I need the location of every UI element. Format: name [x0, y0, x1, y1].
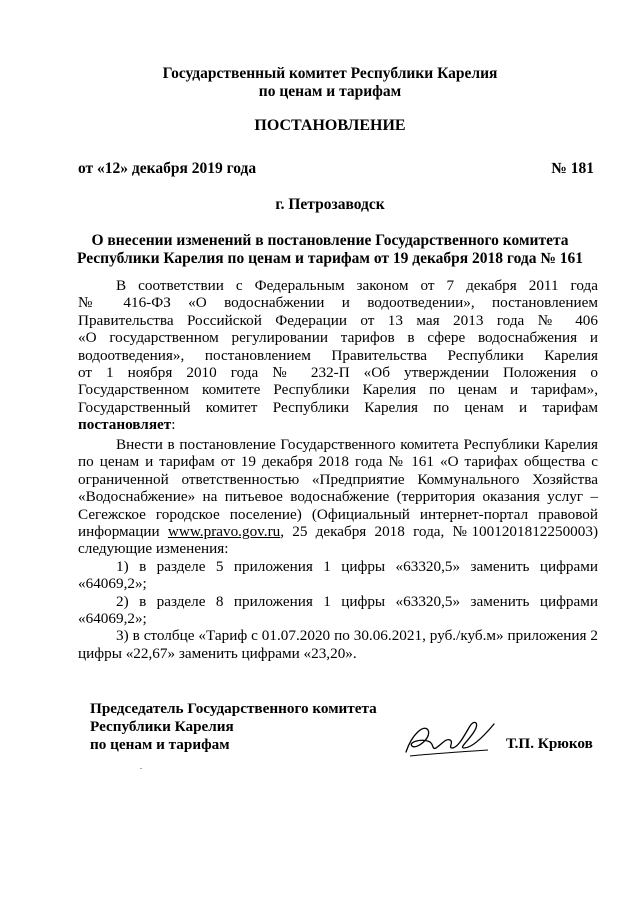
main-line: следующие изменения: [78, 540, 229, 558]
main-paragraph [78, 436, 598, 662]
signature-title-line: по ценам и тарифам [90, 736, 230, 753]
resolves-line [78, 416, 598, 433]
resolves-colon: : [171, 416, 176, 434]
main-line: ограниченной ответственностью «Предприятие Коммунального Хозяйства [78, 470, 598, 488]
subject-line-1: О внесении изменений в постановление Государственного комитета [91, 232, 569, 249]
document-city: г. Петрозаводск [275, 196, 385, 213]
signature-title-line: Председатель Государственного комитета [90, 700, 377, 717]
item-2-line: «64069,2»; [78, 610, 147, 628]
preamble-line: № 416-ФЗ «О водоснабжении и водоотведении», постановлением [78, 294, 598, 312]
document-number: № 181 [551, 160, 594, 177]
item-3-line: 3) в столбце «Тариф с 01.07.2020 по 30.06.2021, руб./куб.м» приложения 2 [116, 627, 598, 645]
main-line: Сегежское городское поселение) (Официальный интернет-портал правовой [78, 505, 598, 523]
item-3-line: цифры «22,67» заменить цифрами «23,20». [78, 644, 357, 662]
item-1-line: «64069,2»; [78, 575, 147, 593]
resolves-word: постановляет [78, 416, 172, 434]
signature-title-block [90, 700, 377, 754]
main-line: «Водоснабжение» на питьевое водоснабжение (территория оказания услуг – [78, 488, 598, 506]
main-line-text: информации [78, 523, 168, 541]
main-line: Внести в постановление Государственного комитета Республики Карелия [116, 436, 598, 453]
item-2-line: 2) в разделе 8 приложения 1 цифры «63320,5» заменить цифрами [116, 592, 598, 610]
preamble-line: Правительства Российской Федерации от 13 мая 2013 года № 406 [78, 311, 598, 329]
issuer-header [60, 65, 600, 101]
signer-name: Т.П. Крюков [506, 735, 593, 752]
issuer-line-2: по ценам и тарифам [258, 83, 402, 100]
preamble-line: водоотведения», постановлением Правительства Республики Карелия [78, 346, 598, 364]
main-line-with-link [78, 523, 598, 540]
pravo-gov-link[interactable]: www.pravo.gov.ru [167, 523, 281, 541]
preamble-line: от 1 ноября 2010 года № 232-П «Об утверждении Положения о [78, 364, 598, 382]
document-subject [60, 232, 600, 268]
signature-title-line: Республики Карелия [90, 718, 234, 735]
preamble-line: В соответствии с Федеральным законом от 7 декабря 2011 года [116, 277, 598, 294]
subject-line-2: Республики Карелия по ценам и тарифам от 19 декабря 2018 года № 161 [76, 250, 584, 267]
main-line: по ценам и тарифам от 19 декабря 2018 года № 161 «О тарифах общества с [78, 453, 598, 471]
preamble-line: Государственный комитет Республики Карелия по ценам и тарифам [78, 398, 598, 416]
issuer-line-1: Государственный комитет Республики Карелия [162, 65, 498, 82]
preamble-line: Государственном комитете Республики Карелия по ценам и тарифам», [78, 381, 598, 399]
handwritten-signature [398, 712, 498, 762]
preamble-line: «О государственном регулировании тарифов в сфере водоснабжения и [78, 329, 598, 347]
main-line-text: , 25 декабря 2018 года, №1001201812250003) [280, 523, 598, 541]
scan-speck [140, 768, 142, 769]
document-date: от «12» декабря 2019 года [78, 160, 257, 177]
item-1-line: 1) в разделе 5 приложения 1 цифры «63320,5» заменить цифрами [116, 557, 598, 575]
preamble-paragraph [78, 277, 598, 434]
document-type: ПОСТАНОВЛЕНИЕ [254, 117, 406, 134]
